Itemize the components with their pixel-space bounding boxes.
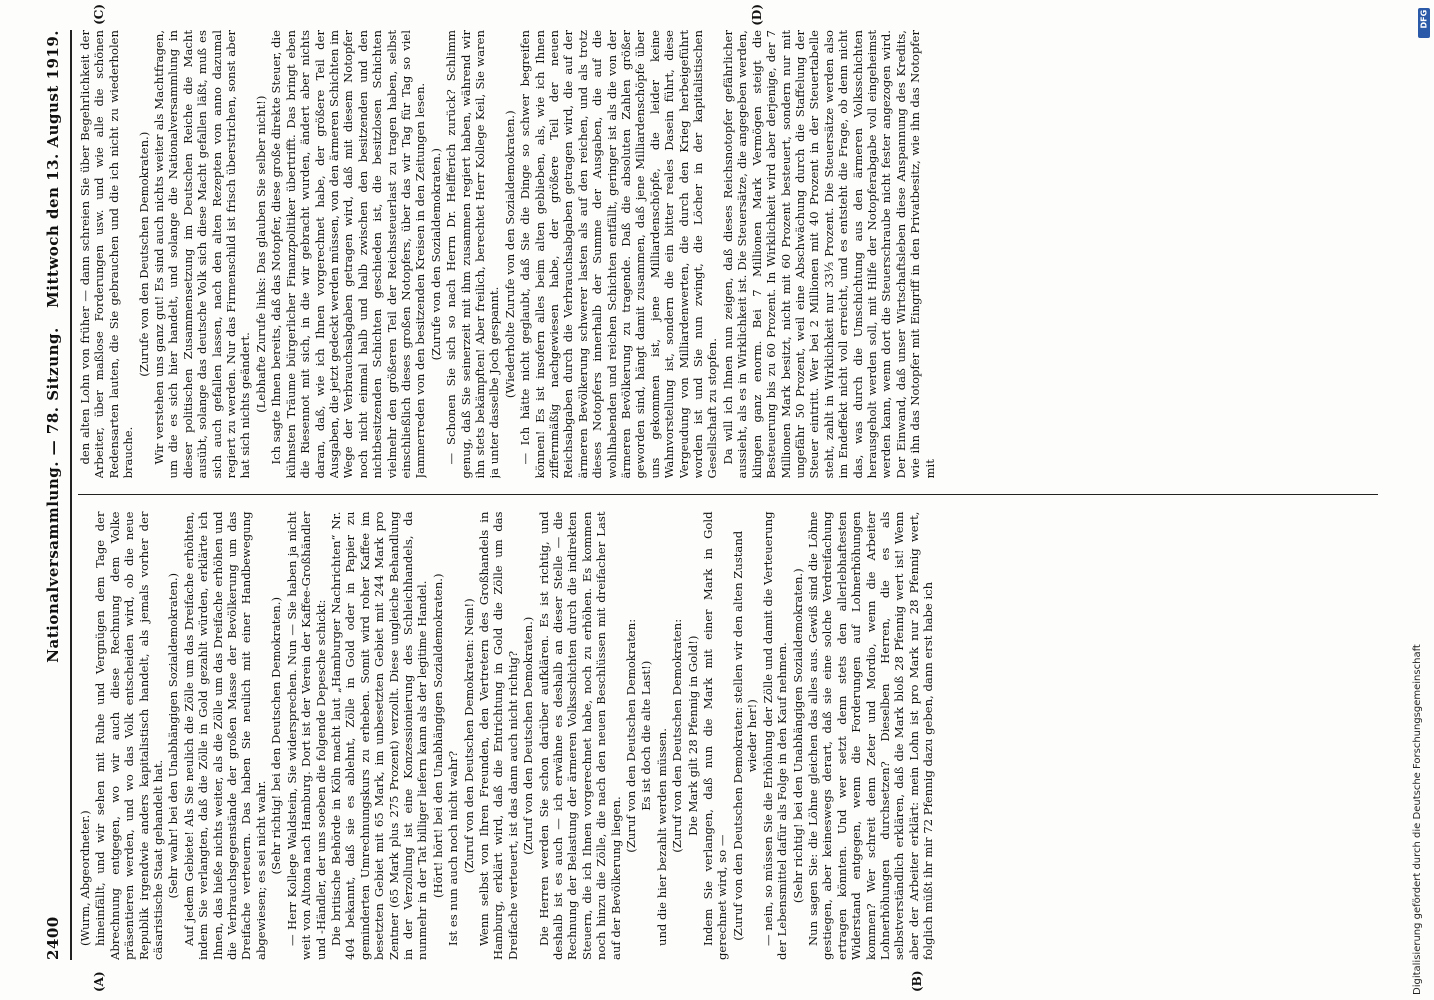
session-date: Mittwoch den 13. August 1919.: [44, 30, 62, 308]
paragraph: Wenn selbst von Ihren Freunden, den Vertretern des Großhandels in Hamburg, erklärt wird, daß die Entrichtung in Gold die Zölle um das Dreifache verteuert, ist das dann auch nicht richtig?: [476, 511, 520, 960]
paragraph: Da will ich Ihnen nun zeigen, daß dieses Reichsnotopfer gefährlicher aussieht, als es in Wirklichkeit ist. Die Steuersätze, die angegeben werden, klingen ganz enorm. Bei 7 Millionen Mark Vermögen steigt die Besteuerung bis zu 60 Prozent. In Wirklichkeit wird aber derjenige, der 7 Millionen Mark besitzt, nicht mit 60 Prozent besteuert, sondern nur mit ungefähr 50 Prozent, weil eine Abschwächung durch die Staffelung der Steuer eintritt. Wer bei 2 Millionen mit 40 Prozent in der Steuertabelle steht, zahlt in Wirklichkeit nur 33⅓ Prozent. Die Steuersätze werden also im Endeffekt nicht voll erreicht, und es entsteht die Frage, ob denn nicht das, was durch die Umschichtung aus den ärmeren Volksschichten herausgeholt werden soll, mit Hilfe der Notopferabgabe voll eingeheimst werden kann, wenn dort die Steuerschraube nicht fester angezogen wird. Der Einwand, daß unser Wirtschaftsleben diese Anspannung des Kredits, wie ihn das Notopfer mit Eingriff in den Privatbesitz, wie ihn das Notopfer mit: [720, 30, 937, 479]
paragraph: Die Herren werden Sie schon darüber aufklären. Es ist richtig, und deshalb ist es auch — ich erwähne es deshalb an dieser Stelle — die Rechnung der Belastung der ärmeren Volksschichten durch die indirekten Steuern, die ich Ihnen vorgerechnet habe, noch zu erhöhen. Es kommen noch hinzu die Zölle, die nach den neuen Beschlüssen mit dreifacher Last auf der Bevölkerung liegen.: [536, 511, 623, 960]
paragraph: Die britische Behörde in Köln macht laut „Hamburger Nachrichten“ Nr. 404 bekannt, daß sie es ablehnt, Zölle in Gold oder in Papier zu geminderten Umrechnungskurs zu erheben. Somit wird roher Kaffee im besetzten Gebiet mit 65 Mark, im unbesetzten Gebiet mit 244 Mark pro Zentner (65 Mark plus 275 Prozent) verzollt. Diese ungleiche Behandlung in der Verzollung ist eine Konzessionierung des Schleichhandels, da nunmehr in der Tat billiger liefern kann als der legitime Handel.: [328, 511, 430, 960]
rotated-page-content: [30, 0, 1410, 1000]
paragraph: Ich sagte Ihnen bereits, daß das Notopfer, diese große direkte Steuer, die kühnsten Träume bürgerlicher Finanzpolitiker übertrifft. Das bringt eben die Riesennot mit sich, in die wir gebracht wurden, ändert aber nichts daran, daß, wie ich Ihnen vorgerechnet habe, der größere Teil der Ausgaben, die jetzt gedeckt werden müssen, von den ärmeren Schichten im Wege der Verbrauchsabgaben getragen wird, daß mit diesem Notopfer noch nicht einmal halb und halb zwischen den besitzenden und den nichtbesitzenden Schichten geschieden ist, die besitzlosen Schichten vielmehr den größeren Teil der Reichssteuerlast zu tragen haben, selbst einschließlich dieses großen Notopfers, über das wir Tag für Tag so viel Jammerreden von den besitzenden Kreisen in den Zeitungen lesen.: [269, 30, 428, 479]
paragraph: — Herr Kollege Waldstein, Sie widersprechen. Nun — Sie haben ja nicht weit von Altona nach Hamburg. Dort ist der Verein der Kaffee-Großhändler und -Händler, der uns soeben die folgende Depesche schickt:: [284, 511, 328, 960]
dfg-attribution: Digitalisierung gefördert durch die Deutsche Forschungsgemeinschaft: [1412, 644, 1423, 995]
paragraph: (Wurm, Abgeordneter.): [78, 810, 92, 946]
paragraph: — Ich hätte nicht geglaubt, daß Sie die Dinge so schwer begreifen können! Es ist insofern alles beim alten geblieben, als, wie ich Ihnen ziffernmäßig nachgewiesen habe, der größere Teil der neuen Reichsabgaben durch die Verbrauchsabgaben getragen wird, die auf der ärmeren Bevölkerung schwerer lasten als auf den reichen, und als trotz dieses Notopfers innerhalb der Summe der Ausgaben, die auf die wohlhabenden und reichen Schichten entfällt, geringer ist als die von der ärmeren Bevölkerung zu tragende. Daß die absoluten Zahlen größer geworden sind, hängt damit zusammen, daß jene Milliardenschöpfe über uns gekommen ist, jene Milliardenschöpfe, die leider keine Wahnvorstellung ist, sondern die ein bitter reales Dasein führt, diese Vergeudung von Milliardenwerten, die durch den Krieg herbeigeführt worden ist und Sie nun zwingt, die Löcher in der kapitalistischen Gesellschaft zu stopfen.: [518, 30, 720, 479]
left-column: [78, 512, 1378, 961]
interjection-line: (Sehr richtig! bei den Unabhängigen Sozialdemokraten.): [790, 568, 805, 904]
paragraph: Auf jedem Gebiete! Als Sie neulich die Zölle um das Dreifache erhöhten, indem Sie verlangten, daß die Zölle in Gold gezahlt würden, erklärte ich Ihnen, das hieße nichts weiter, als die Zölle um das Dreifache erhöhen und die Verbrauchsgegenstände der großen Masse der Bevölkerung um das Dreifache verteuern. Das haben Sie neulich mit einer Handbewegung abgewiesen; es sei nicht wahr.: [181, 511, 268, 960]
interjection-line: (Zuruf von den Deutschen Demokraten: Nein!): [461, 598, 476, 874]
column-divider: [78, 495, 1378, 496]
interjection-line: (Zurufe von den Sozialdemokraten.): [428, 148, 443, 361]
text-columns: [78, 30, 1378, 960]
interjection-line: (Hört! hört! bei den Unabhängigen Sozialdemokraten.): [430, 573, 445, 899]
margin-mark-a: (A): [92, 971, 106, 992]
dfg-logo: DFG: [1418, 8, 1430, 38]
paragraph: — nein, so müssen Sie die Erhöhung der Zölle und damit die Verteuerung der Lebensmittel dafür als Folge in den Kauf nehmen.: [760, 511, 790, 960]
interjection-line: (Zurufe von den Deutschen Demokraten.): [136, 131, 151, 377]
interjection-line: (Sehr wahr! bei den Unabhängigen Sozialdemokraten.): [166, 572, 181, 899]
interjection-line: (Zuruf von den Deutschen Demokraten.): [521, 616, 536, 855]
paragraph: hineinfällt, und wir sehen mit Ruhe und Vergnügen dem Tage der Abrechnung entgegen, wo wir auch diese Rechnung dem Volke präsentieren werden, und wo das Volk entscheiden wird, ob die neue Republik irgendwie anders kapitalistisch handelt, als jemals vorher der cäsaristische Staat gehandelt hat.: [93, 511, 166, 960]
interjection-line: (Zuruf von den Deutschen Demokraten: stellen wir den alten Zustand wieder her!): [730, 530, 760, 941]
interjection-line: (Lebhafte Zurufe links: Das glauben Sie selber nicht!): [253, 95, 268, 413]
interjection-line: Die Mark gilt 28 Pfennig in Gold!): [685, 635, 700, 836]
page-number: 2400: [44, 916, 62, 960]
interjection-line: Es ist doch die alte Last!): [639, 660, 654, 811]
margin-mark-c: (C): [92, 4, 106, 25]
paragraph: Nun sagen Sie: die Löhne gleichen das alles aus. Gewiß sind die Löhne gestiegen, aber keineswegs derart, daß sie eine solche Verdreifachung ertragen könnten. Und wer setzt denn stets den allerlebhaftesten Widerstand entgegen, wenn die Forderungen auf Lohnerhöhungen kommen? Wer schreit denn Zeter und Mordio, wenn die Arbeiter Lohnerhöhungen durchsetzen? Dieselben Herren, die es als selbstverständlich erklären, daß die Mark bloß 28 Pfennig wert ist! Wenn aber der Arbeiter erklärt: mein Lohn ist pro Mark nur 28 Pfennig wert, folglich müßt ihr mir 72 Pfennig dazu geben, dann erst habe ich: [805, 511, 936, 960]
paragraph: und die hier bezahlt werden müssen.: [654, 728, 669, 946]
interjection-line: (Zuruf von den Deutschen Demokraten:: [624, 618, 639, 853]
paragraph: Indem Sie verlangen, daß nun die Mark mit einer Mark in Gold gerechnet wird, so —: [701, 511, 730, 960]
running-head: [40, 30, 72, 960]
margin-mark-d: (D): [750, 4, 764, 26]
right-column: [78, 30, 1378, 479]
session-title: Nationalversammlung. — 78. Sitzung.: [44, 327, 62, 663]
interjection-line: (Wiederholte Zurufe von den Sozialdemokraten.): [502, 110, 517, 399]
paragraph: Ist es nun auch noch nicht wahr?: [446, 750, 461, 946]
interjection-line: (Zuruf von den Deutschen Demokraten:: [670, 618, 685, 853]
paragraph: den alten Lohn von früher — dann schreien Sie über Begehrlichkeit der Arbeiter, über maßlose Forderungen usw. und wie alle die schönen Redensarten lauten, die Sie gebrauchen und die ich nicht zu wiederholen brauche.: [78, 30, 136, 479]
margin-mark-b: (B): [910, 970, 924, 992]
paragraph: — Schonen Sie sich so nach Herrn Dr. Helfferich zurück? Schlimm genug, daß Sie seinerzeit mit ihm zusammen regiert haben, während wir ihn stets bekämpften! Aber freilich, berechtet Herr Kollege Keil, Sie waren ja unter dasselbe Joch gespannt.: [444, 30, 502, 479]
paragraph: Wir verstehen uns ganz gut! Es sind auch nichts weiter als Machtfragen, um die es sich hier handelt, und solange die Nationalversammlung in dieser politischen Zusammensetzung im Deutschen Reiche die Macht ausübt, solange das deutsche Volk sich diese Macht gefallen läßt, muß es sich auch gefallen lassen, nach den alten Rezepten von anno dazumal regiert zu werden. Nur das Firmenschild ist frisch überstrichen, sonst aber hat sich nichts geändert.: [152, 30, 253, 479]
interjection-line: (Sehr richtig! bei den Deutschen Demokraten.): [269, 597, 284, 875]
